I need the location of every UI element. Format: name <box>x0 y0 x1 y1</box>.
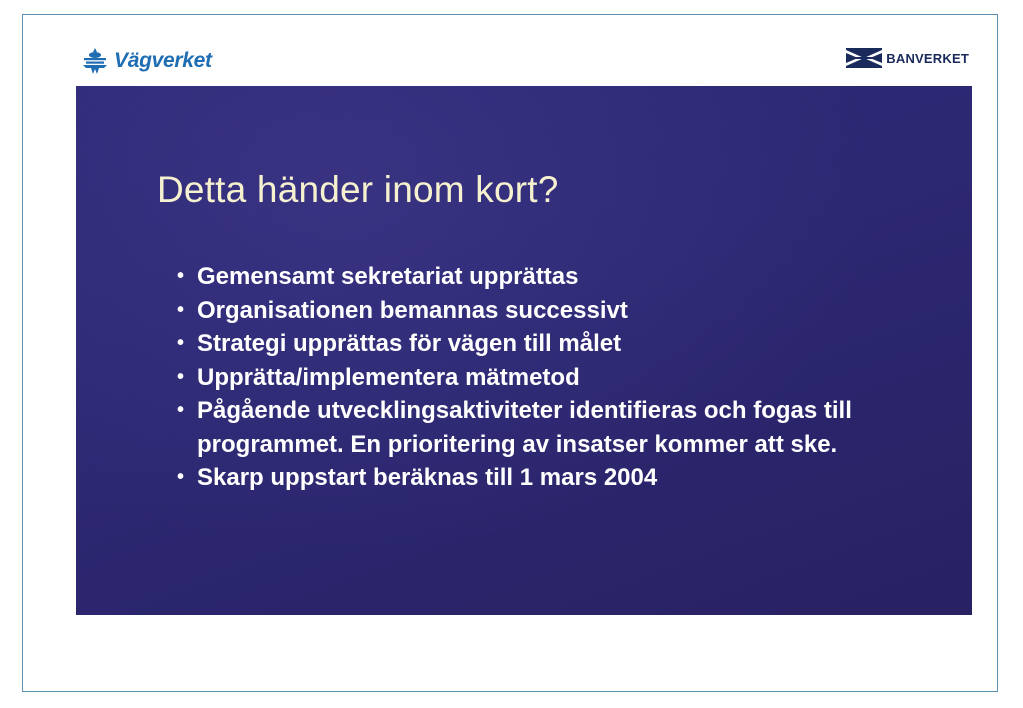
slide-title: Detta händer inom kort? <box>157 169 559 210</box>
bullet-dot-icon: • <box>177 332 185 354</box>
bullet-dot-icon: • <box>177 466 185 488</box>
slide-frame <box>22 14 998 692</box>
vagverket-logo <box>80 47 212 75</box>
vagverket-logo-text: Vägverket <box>114 49 212 72</box>
slide-content-panel <box>76 86 972 615</box>
banverket-logo <box>846 48 969 68</box>
bullet-item <box>177 294 937 328</box>
bullet-text: Pågående utvecklingsaktiviteter identifieras och fogas till programmet. En prioritering av insatser kommer att ske. <box>197 397 852 458</box>
bullet-list <box>177 260 937 495</box>
bullet-text: Strategi upprättas för vägen till målet <box>197 330 622 357</box>
bullet-item <box>177 394 937 461</box>
bullet-item <box>177 327 937 361</box>
banverket-flag-icon <box>846 48 882 68</box>
bullet-text: Upprätta/implementera mätmetod <box>197 363 580 391</box>
bullet-dot-icon: • <box>177 298 185 321</box>
bullet-text: Skarp uppstart beräknas till 1 mars 2004 <box>197 464 658 491</box>
bullet-dot-icon: • <box>177 399 185 421</box>
bullet-item <box>177 461 937 495</box>
vagverket-emblem-icon <box>80 47 110 75</box>
bullet-dot-icon: • <box>177 365 185 388</box>
bullet-dot-icon: • <box>177 265 185 287</box>
bullet-item <box>177 260 937 294</box>
bullet-text: Gemensamt sekretariat upprättas <box>197 263 579 290</box>
bullet-text: Organisationen bemannas successivt <box>197 296 628 324</box>
banverket-logo-text: BANVERKET <box>886 50 969 66</box>
bullet-item <box>177 361 937 395</box>
